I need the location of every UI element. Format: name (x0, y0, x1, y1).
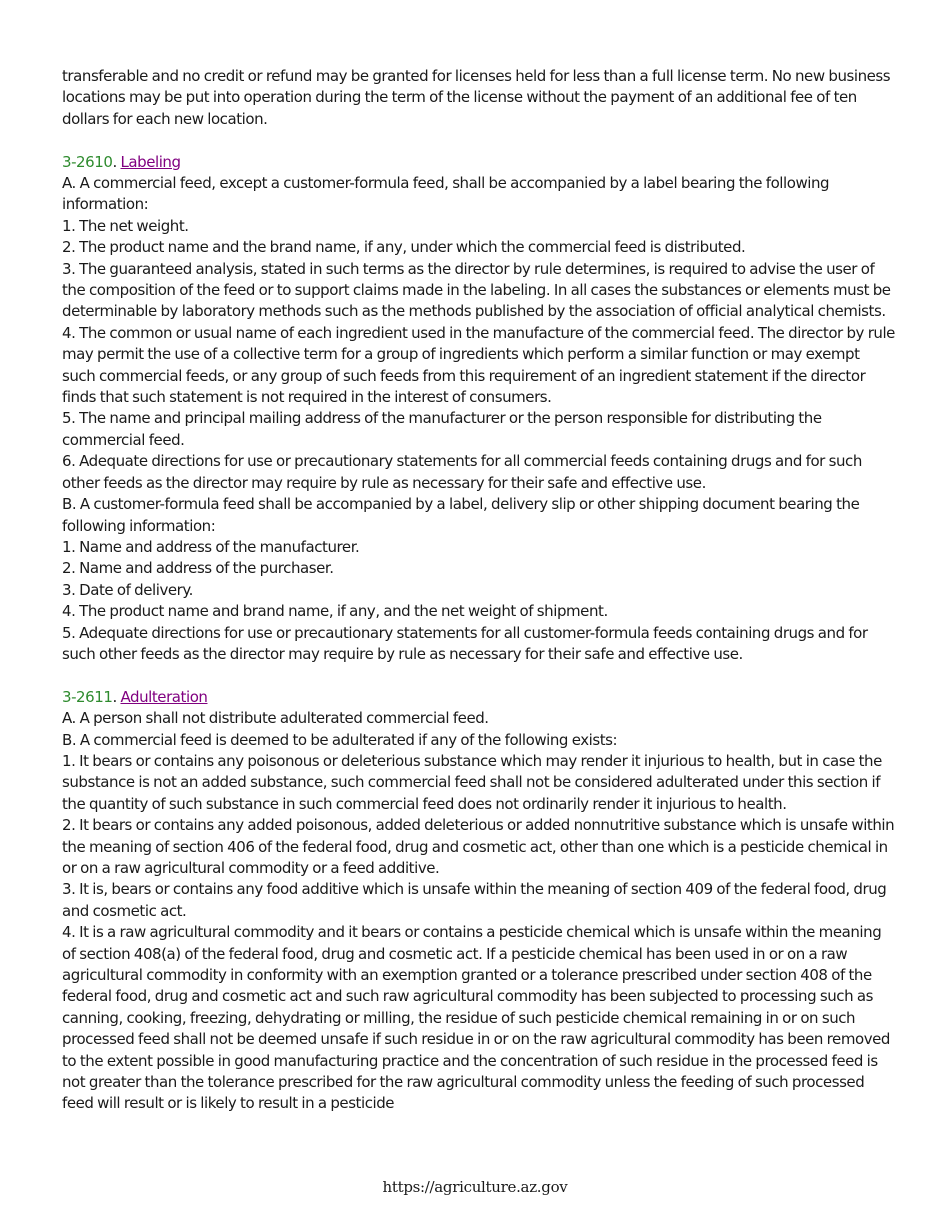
section-number: 3-2611 (62, 687, 113, 706)
list-item: 1. It bears or contains any poisonous or deleterious substance which may render it injurious to health, but in case the substance is not an added substance, such commercial feed shall not be considered adulterated under this section if the quantity of such substance in such commercial feed does not ordinarily render it injurious to health. (62, 751, 882, 813)
list-item: 5. The name and principal mailing address of the manufacturer or the person responsible for distributing the commercial feed. (62, 409, 822, 449)
list-item: 4. The product name and brand name, if any, and the net weight of shipment. (62, 602, 608, 621)
list-item: 5. Adequate directions for use or precautionary statements for all customer-formula feeds containing drugs and for such other feeds as the director may require by rule as necessary for their safe and effective use. (62, 623, 868, 663)
section-heading: 3-2611. Adulteration (62, 687, 208, 706)
section-title-link-labeling[interactable]: Labeling (120, 152, 181, 171)
section-heading: 3-2610. Labeling (62, 152, 181, 171)
section-number: 3-2610 (62, 152, 113, 171)
list-item: 2. The product name and the brand name, if any, under which the commercial feed is distributed. (62, 238, 746, 257)
list-item: A. A commercial feed, except a customer-formula feed, shall be accompanied by a label bearing the following information: (62, 174, 830, 214)
section-3-2611 (62, 687, 896, 1115)
list-item: 1. The net weight. (62, 216, 189, 235)
intro-paragraph: transferable and no credit or refund may be granted for licenses held for less than a full license term. No new business locations may be put into operation during the term of the license without the payment of an additional fee of ten dollars for each new location. (62, 67, 891, 128)
list-item: 3. The guaranteed analysis, stated in such terms as the director by rule determines, is required to advise the user of the composition of the feed or to support claims made in the labeling. In all cases the substances or elements must be determinable by laboratory methods such as the methods published by the association of official analytical chemists. (62, 259, 891, 321)
list-item: 4. The common or usual name of each ingredient used in the manufacture of the commercial feed. The director by rule may permit the use of a collective term for a group of ingredients which perform a similar function or may exempt such commercial feeds, or any group of such feeds from this requirement of an ingredient statement if the director finds that such statement is not required in the interest of consumers. (62, 323, 895, 407)
list-item: 3. It is, bears or contains any food additive which is unsafe within the meaning of section 409 of the federal food, drug and cosmetic act. (62, 880, 887, 920)
list-item: B. A commercial feed is deemed to be adulterated if any of the following exists: (62, 730, 618, 749)
list-item: 2. It bears or contains any added poisonous, added deleterious or added nonnutritive substance which is unsafe within the meaning of section 406 of the federal food, drug and cosmetic act, other than one which is a pesticide chemical in or on a raw agricultural commodity or a feed additive. (62, 816, 895, 877)
list-item: 1. Name and address of the manufacturer. (62, 537, 360, 556)
list-item: B. A customer-formula feed shall be accompanied by a label, delivery slip or other shipping document bearing the following information: (62, 495, 860, 535)
section-title-link-adulteration[interactable]: Adulteration (120, 687, 208, 706)
list-item: 2. Name and address of the purchaser. (62, 559, 334, 578)
document-page (62, 66, 896, 1115)
list-item: 4. It is a raw agricultural commodity and it bears or contains a pesticide chemical which is unsafe within the meaning of section 408(a) of the federal food, drug and cosmetic act. If a pesticide chemical has been used in or on a raw agricultural commodity in conformity with an exemption granted or a tolerance prescribed under section 408 of the federal food, drug and cosmetic act and such raw agricultural commodity has been subjected to processing such as canning, cooking, freezing, dehydrating or milling, the residue of such pesticide chemical remaining in or on such processed feed shall not be deemed unsafe if such residue in or on the raw agricultural commodity has been removed to the extent possible in good manufacturing practice and the concentration of such residue in the processed feed is not greater than the tolerance prescribed for the raw agricultural commodity unless the feeding of such processed feed will result or is likely to result in a pesticide (62, 923, 890, 1113)
list-item: 3. Date of delivery. (62, 580, 193, 599)
page-footer-url: https://agriculture.az.gov (382, 1178, 568, 1196)
list-item: A. A person shall not distribute adulterated commercial feed. (62, 709, 489, 728)
section-3-2610 (62, 152, 896, 666)
list-item: 6. Adequate directions for use or precautionary statements for all commercial feeds containing drugs and for such other feeds as the director may require by rule as necessary for their safe and effective use. (62, 452, 862, 492)
